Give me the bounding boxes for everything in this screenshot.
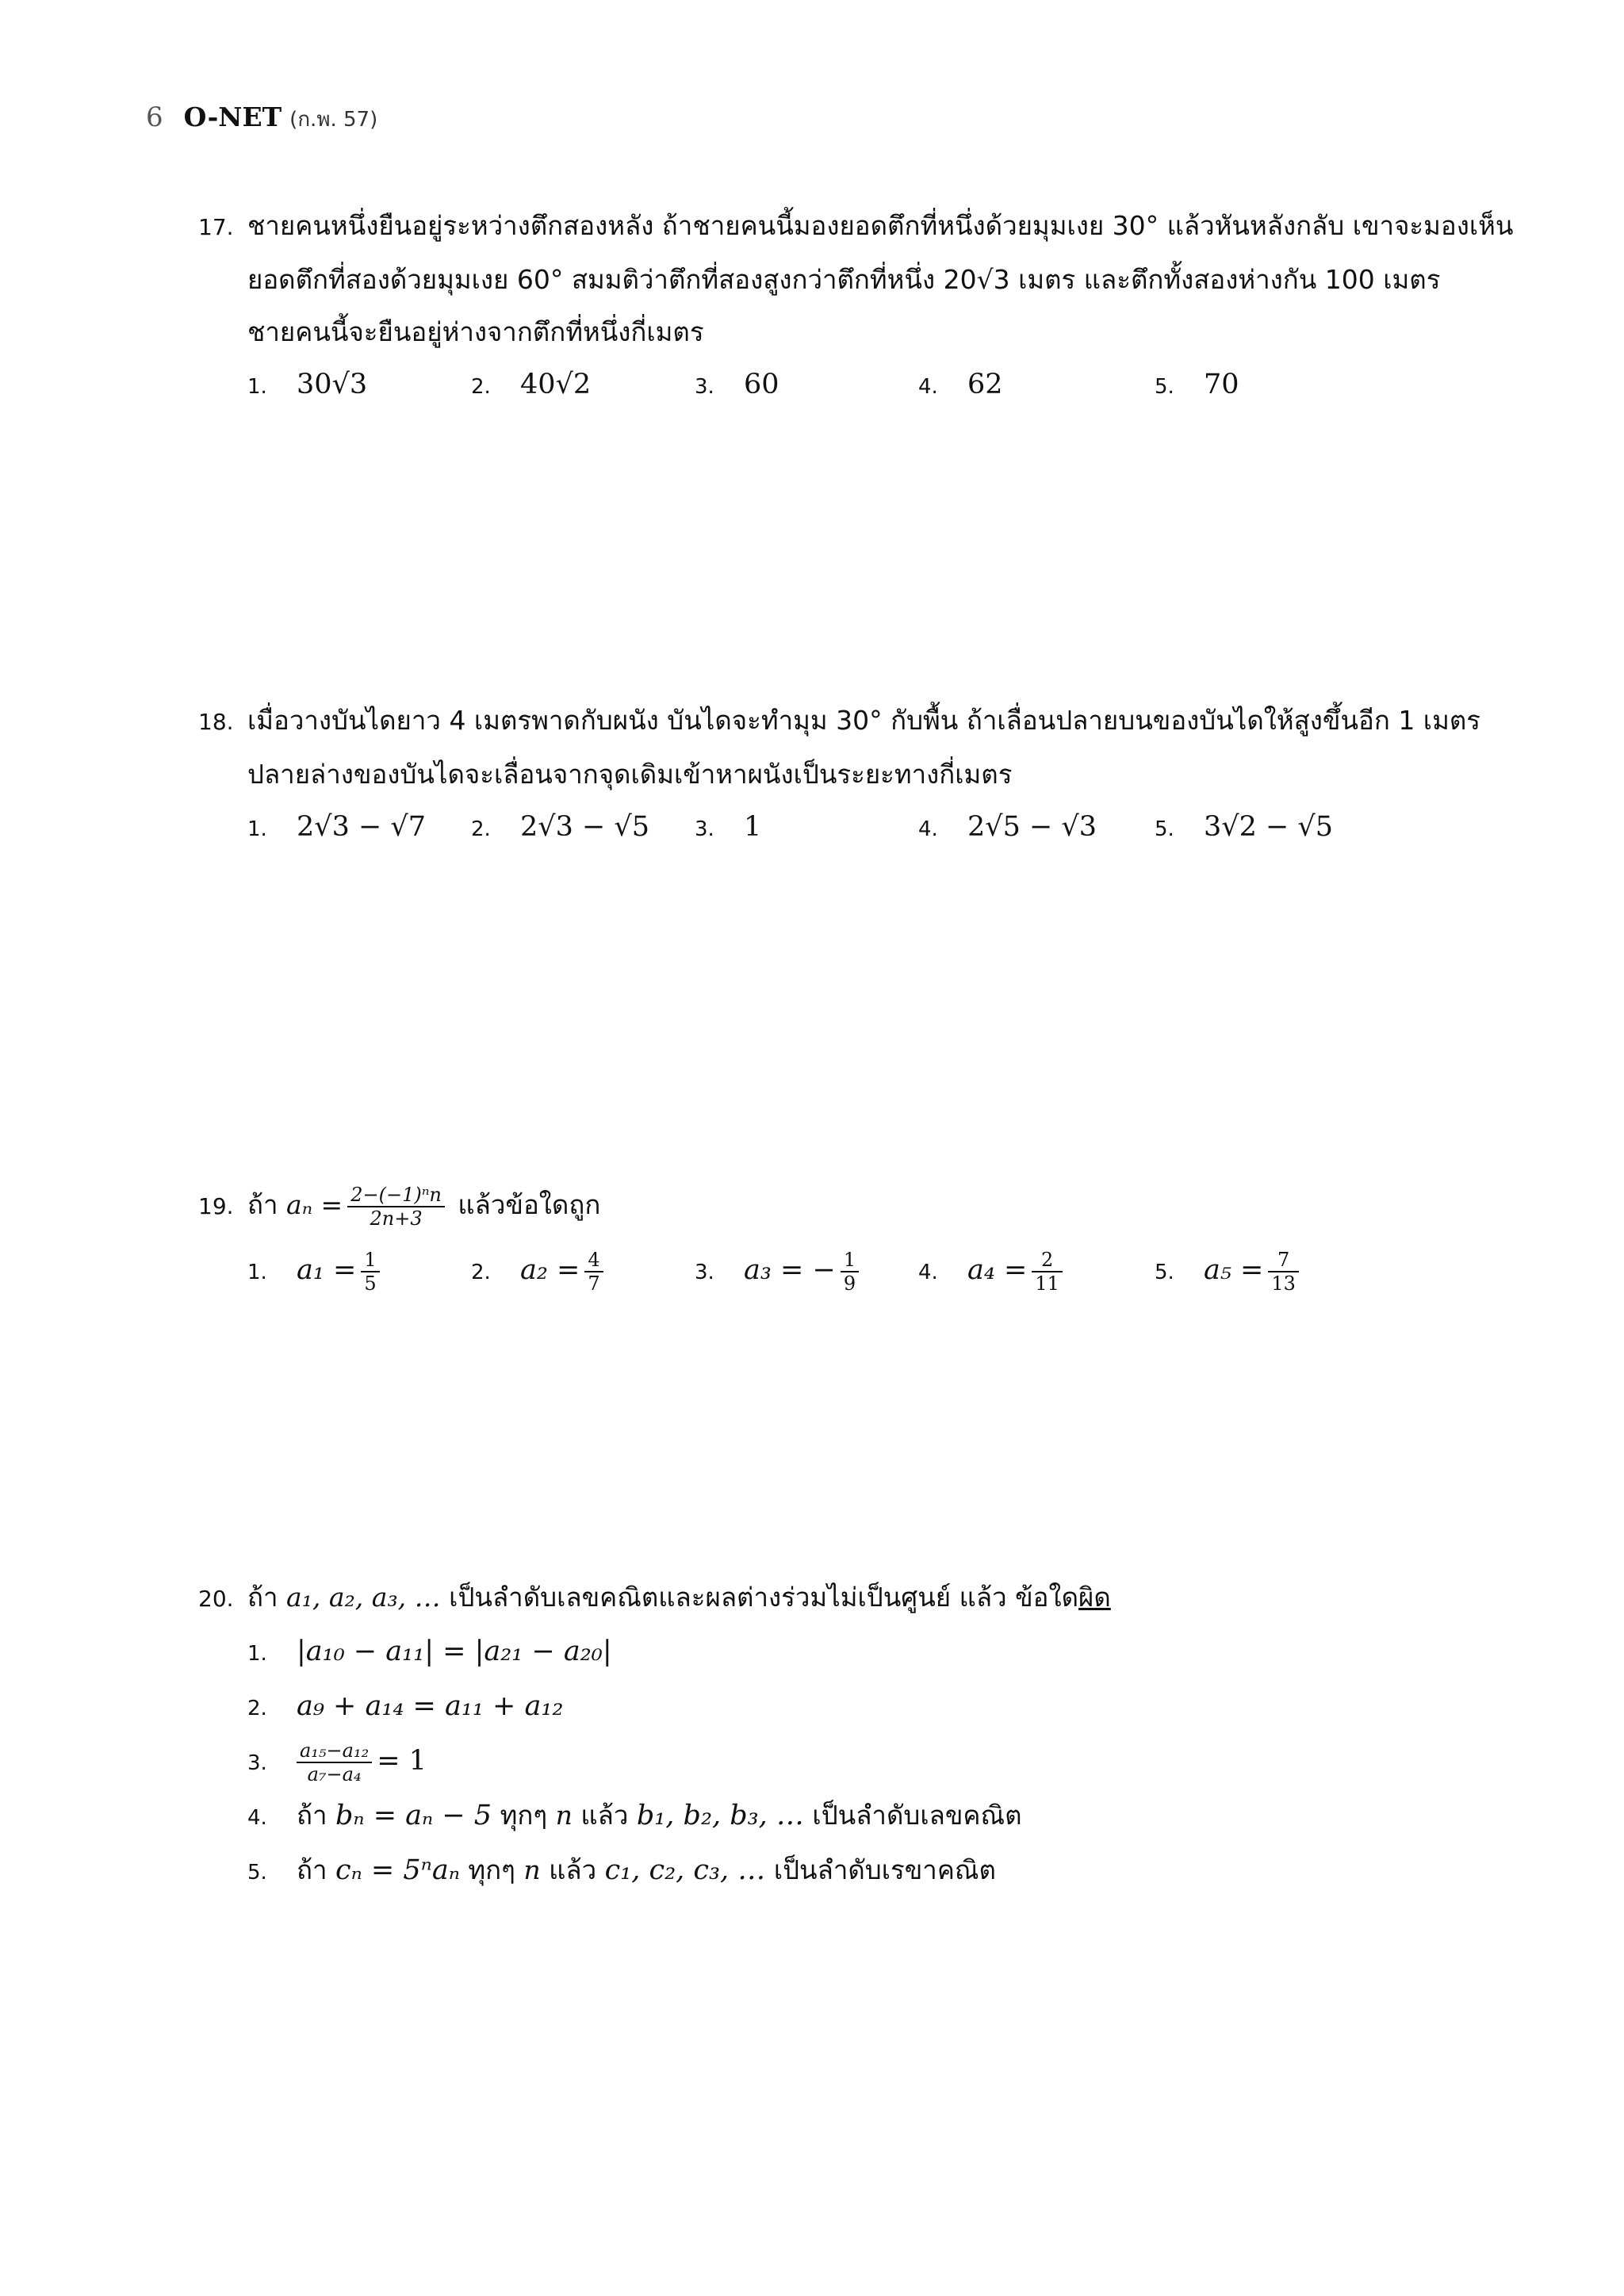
page-header [146, 101, 377, 141]
choice-2[interactable]: 2. a₉ + a₁₄ = a₁₁ + a₁₂ [247, 1690, 564, 1722]
question-text-line2: ยอดตึกที่สองด้วยมุมเงย 60° สมมติว่าตึกที่สองสูงกว่าตึกที่หนึ่ง 20√3 เมตร และตึกทั้งสองห่างกัน 100 เมตร [247, 264, 1441, 295]
question-number: 19. [198, 1193, 234, 1219]
choice-5[interactable]: 5. ถ้า cₙ = 5ⁿaₙ ทุกๆ n แล้ว c₁, c₂, c₃, … เป็นลำดับเรขาคณิต [247, 1854, 996, 1886]
choice-5[interactable]: 5. 70 [1155, 369, 1239, 400]
question-number: 17. [198, 214, 234, 240]
exam-title: O-NET [183, 101, 282, 132]
choice-3[interactable]: 3. 1 [695, 811, 762, 843]
choice-list [247, 1238, 1467, 1302]
choice-1[interactable]: 1. |a₁₀ − a₁₁| = |a₂₁ − a₂₀| [247, 1636, 612, 1667]
question-number: 18. [198, 709, 234, 735]
question-text-line2: ปลายล่างของบันไดจะเลื่อนจากจุดเดิมเข้าหาผนังเป็นระยะทางกี่เมตร [247, 759, 1013, 790]
choice-1[interactable]: 1. a₁ = $\frac{1}{5}$ [247, 1238, 385, 1304]
choice-4[interactable]: 4. ถ้า bₙ = aₙ − 5 ทุกๆ n แล้ว b₁, b₂, b₃, … เป็นลำดับเลขคณิต [247, 1800, 1022, 1831]
question-17 [198, 200, 1514, 411]
choice-4[interactable]: 4. a₄ = $\frac{2}{11}$ [918, 1238, 1067, 1304]
sequence: a₁, a₂, a₃, … [286, 1582, 441, 1613]
exam-date: (ก.พ. 57) [289, 108, 378, 132]
question-19: 19. ถ้า aₙ = $\frac{\text{2−(−1)ⁿn}}{2n+3}$ แล้วข้อใดถูก 1. a₁ = $\frac{1}{5}$ 2. a₂ = $\frac{4}{7}$ 3. a₃ = − $\frac{1}{9}$ 4. a₄ = $\frac{2}{11}$ 5. a₅ = $\frac{7}{13}$ [198, 1173, 1467, 1302]
choice-5[interactable]: 5. 3√2 − √5 [1155, 811, 1333, 843]
choice-4[interactable]: 4. 62 [918, 369, 1003, 400]
choice-1[interactable]: 1. 2√3 − √7 [247, 811, 426, 843]
choice-1[interactable]: 1. 30√3 [247, 369, 368, 400]
question-20: 20. ถ้า a₁, a₂, a₃, … เป็นลำดับเลขคณิตและผลต่างร่วมไม่เป็นศูนย์ แล้ว ข้อใดผิด 1. |a₁₀ − a₁₁| = |a₂₁ − a₂₀| 2. a₉ + a₁₄ = a₁₁ + a₁₂ 3. $\frac{\text{a₁₅−a₁₂}}{\text{a₇−a₄}}$ = 1 4. ถ้า bₙ = aₙ − 5 ทุกๆ n แล้ว b₁, b₂, b₃, … เป็นลำดับเลขคณิต 5. ถ้า cₙ = 5ⁿaₙ ทุกๆ n แล้ว c₁, c₂, c₃, … เป็นลำดับเรขาคณิต [198, 1571, 1467, 1899]
choice-5[interactable]: 5. a₅ = $\frac{7}{13}$ [1155, 1238, 1304, 1304]
formula-lhs: aₙ = [286, 1189, 343, 1220]
choice-3[interactable]: 3. 60 [695, 369, 779, 400]
choice-2[interactable]: 2. 2√3 − √5 [471, 811, 649, 843]
question-number: 20. [198, 1586, 234, 1612]
choice-3[interactable]: 3. a₃ = − $\frac{1}{9}$ [695, 1238, 864, 1304]
question-text-line1: เมื่อวางบันไดยาว 4 เมตรพาดกับผนัง บันไดจะทำมุม 30° กับพื้น ถ้าเลื่อนปลายบนของบันไดให้สูงขึ้นอีก 1 เมตร [247, 705, 1480, 736]
choice-4[interactable]: 4. 2√5 − √3 [918, 811, 1097, 843]
emphasis-wrong: ผิด [1078, 1582, 1111, 1613]
formula-fraction: $\frac{\text{2−(−1)ⁿn}}{2n+3}$ [347, 1184, 445, 1230]
choice-3[interactable]: 3. $\frac{\text{a₁₅−a₁₂}}{\text{a₇−a₄}}$ = 1 [247, 1739, 427, 1785]
question-18 [198, 695, 1480, 853]
question-text-line3: ชายคนนี้จะยืนอยู่ห่างจากตึกที่หนึ่งกี่เมตร [247, 316, 704, 347]
choice-list [247, 801, 1467, 853]
choice-list [247, 1625, 1467, 1899]
question-text-line1: ชายคนหนึ่งยืนอยู่ระหว่างตึกสองหลัง ถ้าชายคนนี้มองยอดตึกที่หนึ่งด้วยมุมเงย 30° แล้วหันหลังกลับ เขาจะมองเห็น [247, 210, 1514, 241]
choice-list [247, 358, 1467, 411]
page-number: 6 [146, 101, 163, 133]
choice-2[interactable]: 2. a₂ = $\frac{4}{7}$ [471, 1238, 608, 1304]
choice-2[interactable]: 2. 40√2 [471, 369, 592, 400]
